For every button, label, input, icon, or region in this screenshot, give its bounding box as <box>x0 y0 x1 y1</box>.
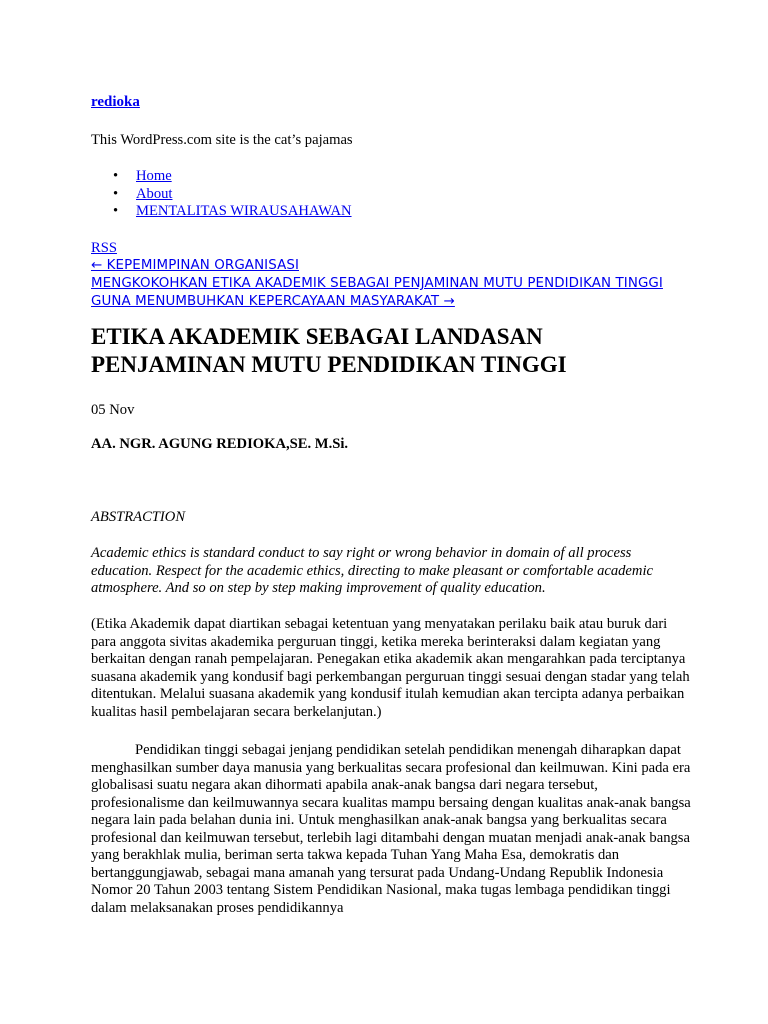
previous-post-link[interactable]: ← KEPEMIMPINAN ORGANISASI <box>91 258 299 273</box>
site-title-link[interactable]: redioka <box>91 94 140 110</box>
nav-link-home[interactable]: Home <box>136 168 172 184</box>
next-post-link[interactable]: MENGKOKOHKAN ETIKA AKADEMIK SEBAGAI PENJAMINAN MUTU PENDIDIKAN TINGGI GUNA MENUMBUHKAN KEPERCAYAAN MASYARAKAT → <box>91 276 663 309</box>
site-description: This WordPress.com site is the cat’s pajamas <box>91 132 353 148</box>
nav-item-mentalitas-wirausahawan <box>91 203 352 221</box>
post-date: 05 Nov <box>91 402 135 418</box>
post-title: ETIKA AKADEMIK SEBAGAI LANDASAN PENJAMINAN MUTU PENDIDIKAN TINGGI <box>91 324 567 377</box>
site-title <box>91 94 140 112</box>
main-nav <box>91 168 352 221</box>
post-author: AA. NGR. AGUNG REDIOKA,SE. M.Si. <box>91 436 349 452</box>
nav-item-about <box>91 186 352 204</box>
post-navigation <box>91 239 681 311</box>
nav-link-about[interactable]: About <box>136 185 173 202</box>
nav-link-mentalitas-wirausahawan[interactable]: MENTALITAS WIRAUSAHAWAN <box>136 203 352 219</box>
nav-item-home <box>91 168 352 186</box>
rss-link[interactable]: RSS <box>91 240 117 256</box>
abstraction-heading: ABSTRACTION <box>91 509 186 525</box>
body-paragraph-1: (Etika Akademik dapat diartikan sebagai ketentuan yang menyatakan perilaku baik atau buruk dari para anggota sivitas akademika perguruan tinggi, ketika mereka berinteraksi dalam kegiatan yang berkaitan dengan ranah pempelajaran. Penegakan etika akademik akan mengarahkan pada terciptanya suasana akademik yang kondusif bagi perkembangan perguruan tinggi sesuai dengan stadar yang telah ditentukan. Melalui suasana akademik yang kondusif itulah kemudian akan tercipta adanya perbaikan kualitas hasil pembelajaran secara berkelanjutan.) <box>91 616 690 720</box>
abstraction-text: Academic ethics is standard conduct to say right or wrong behavior in domain of all process education. Respect for the academic ethics, directing to make pleasant or comfortable academic atmosphere. And so on step by step making improvement of quality education. <box>91 545 653 596</box>
body-paragraph-2: Pendidikan tinggi sebagai jenjang pendidikan setelah pendidikan menengah diharapkan dapat menghasilkan sumber daya manusia yang berkualitas secara profesional dan keilmuwan. Kini pada era globalisasi suatu negara akan dihormati apabila anak-anak bangsa dari negara tersebut, profesionalisme dan keilmuwannya secara kualitas mampu bersaing dengan kualitas anak-anak bangsa negara lain pada belahan dunia ini. Untuk menghasilkan anak-anak bangsa yang berkualitas secara profesional dan keilmuwan tersebut, terlebih lagi ditambahi dengan muatan menjadi anak-anak bangsa yang berakhlak mulia, beriman serta takwa kepada Tuhan Yang Maha Esa, demokratis dan bertanggungjawab, sebagai mana amanah yang tersurat pada Undang-Undang Republik Indonesia Nomor 20 Tahun 2003 tentang Sistem Pendidikan Nasional, maka tugas lembaga pendidikan tinggi dalam melaksanakan proses pendidikannya <box>91 742 691 916</box>
